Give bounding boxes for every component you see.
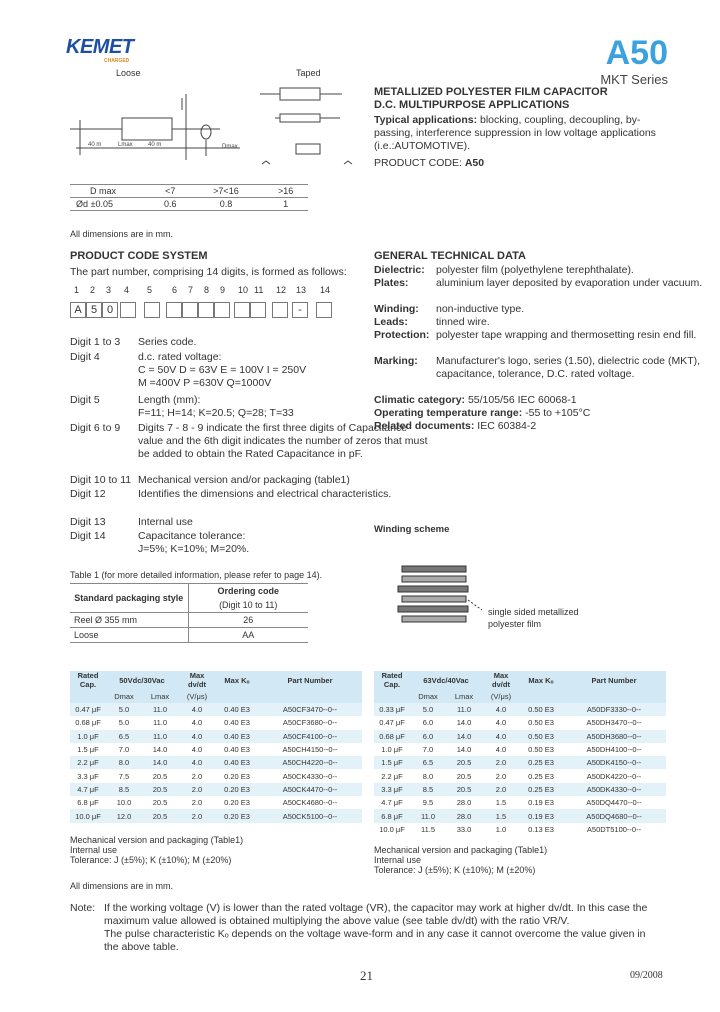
table-cell: 0.40 E3: [216, 756, 258, 769]
table-cell: 2.0: [178, 809, 216, 822]
winding-heading: Winding scheme: [374, 524, 450, 535]
table-cell: A50DK4150--0--: [562, 756, 666, 769]
table-cell: 1.5: [482, 809, 520, 822]
digit-number: 6: [172, 285, 178, 295]
loose-label: Loose: [116, 68, 141, 78]
table-cell: 3.3 μF: [374, 783, 410, 796]
table1-cell: Loose: [70, 628, 188, 643]
table-cell: 11.0: [152, 718, 168, 728]
table-cell: 0.20 E3: [224, 771, 250, 781]
table-cell: 0.25 E3: [520, 783, 562, 796]
table-cell: 8.0: [422, 771, 434, 781]
brand-tagline: CHARGED: [104, 58, 130, 64]
table-cell: 2.0: [178, 783, 216, 796]
table-cell: 2.2 μF: [70, 756, 106, 769]
note-label: Note:: [70, 902, 96, 914]
code-box: [316, 302, 332, 318]
code-box: [250, 302, 266, 318]
note-line: The pulse characteristic Kₒ depends on the voltage wave-form and in any case it cannot overcome the value given in: [104, 928, 646, 940]
climatic: [374, 394, 577, 407]
table1-h1: Standard packaging style: [70, 584, 188, 613]
code-box: A: [70, 302, 86, 318]
pcs-value: d.c. rated voltage:: [138, 351, 222, 363]
table-row: [374, 809, 666, 822]
table-cell: 0.50 E3: [520, 730, 562, 743]
table-cell: 0.47 μF: [70, 703, 106, 716]
table-row: [374, 756, 666, 769]
table-cell: A50DQ4680--0--: [562, 809, 666, 822]
table-subheader-cell: (V/μs): [178, 689, 216, 703]
climatic-value: 55/105/56 IEC 60068-1: [465, 394, 577, 406]
table-subheader-cell: Lmax: [446, 689, 482, 703]
table-cell: 28.0: [456, 798, 472, 808]
table-cell: 0.19 E3: [520, 809, 562, 822]
table-row: [70, 703, 362, 716]
note-line: maximum value allowed is obtained multiplying the above value (see table dv/dt) with the ratio VR/V.: [104, 915, 570, 927]
table-cell: 4.7 μF: [381, 798, 403, 808]
table-row: [374, 783, 666, 796]
digit-number: 8: [204, 285, 210, 295]
code-box: 0: [102, 302, 118, 318]
table-header-cell: Max Kₒ: [216, 671, 258, 689]
pcs-value: C = 50V D = 63V E = 100V I = 250V: [138, 364, 307, 376]
table1-cell: Reel Ø 355 mm: [70, 613, 188, 628]
table-cell: 1.5: [495, 798, 507, 808]
pcs-value: Digits 7 - 8 - 9 indicate the first three digits of Capacitance value and the 6th digit indicates the number of zeros that must be added to obtain the Rated Capacitance in pF.: [138, 422, 428, 460]
dmax-cell: >16: [278, 186, 294, 196]
table-cell: A50CH4150--0--: [282, 745, 338, 755]
product-code: [374, 157, 484, 170]
table-cell: 2.0: [495, 771, 507, 781]
table-cell: 4.0: [495, 745, 507, 755]
table-cell: 9.5: [422, 798, 434, 808]
pcs-key: Digit 10 to 11: [70, 474, 132, 486]
digit-number: 2: [90, 285, 96, 295]
table-row: [374, 730, 666, 743]
pcs-key: Digit 14: [70, 530, 106, 542]
table-cell: 10.0 μF: [379, 824, 405, 834]
pcs-key: Digit 5: [70, 394, 100, 406]
table-cell: 7.0: [422, 745, 434, 755]
temperature: [374, 407, 590, 420]
table-row: [374, 796, 666, 809]
digit-number: 10: [238, 285, 249, 295]
table-header-cell: Rated Cap.: [374, 671, 410, 689]
table-cell: 6.0: [410, 730, 446, 743]
table-cell: 4.0: [191, 718, 203, 728]
table-row: [70, 769, 362, 782]
dmax-cell: 0.8: [219, 199, 233, 209]
code-box: [198, 302, 214, 318]
table-cell: A50DQ4470--0--: [586, 798, 642, 808]
table-cell: 4.0: [178, 703, 216, 716]
pcs-key: Digit 6 to 9: [70, 422, 121, 434]
applications-text: blocking, coupling, decoupling, by-passing, interference suppression in low voltage applications (i.e.:AUTOMOTIVE).: [374, 114, 656, 152]
table-cell: 0.13 E3: [528, 824, 554, 834]
pcs-value: Internal use: [138, 516, 193, 528]
pcs-key: Digit 1 to 3: [70, 336, 121, 348]
table-cell: 0.40 E3: [224, 718, 250, 728]
right-foot3: Tolerance: J (±5%); K (±10%); M (±20%): [374, 865, 536, 875]
table-cell: 0.20 E3: [216, 809, 258, 822]
pcs-value: Series code.: [138, 336, 197, 348]
table-cell: 14.0: [446, 730, 482, 743]
table-cell: A50DK4330--0--: [562, 783, 666, 796]
table-cell: 11.0: [446, 703, 482, 716]
table-cell: A50CK5100--0--: [258, 809, 362, 822]
table-cell: 11.5: [420, 824, 436, 834]
table-cell: 20.5: [446, 756, 482, 769]
product-code-value: A50: [464, 157, 485, 169]
table-cell: 6.8 μF: [77, 798, 99, 808]
digit-number: 4: [124, 285, 130, 295]
table-cell: 0.50 E3: [520, 703, 562, 716]
table-cell: A50CF3680--0--: [282, 718, 338, 728]
table-cell: 4.0: [178, 756, 216, 769]
table-cell: 11.0: [142, 703, 178, 716]
table-cell: 20.5: [456, 771, 472, 781]
dmax-cell: >7<16: [213, 186, 239, 196]
applications-label: Typical applications:: [374, 114, 478, 126]
pcs-value: Capacitance tolerance:: [138, 530, 246, 542]
table-cell: 1.5 μF: [374, 756, 410, 769]
taped-label: Taped: [296, 68, 321, 78]
table1-cell: AA: [242, 630, 255, 640]
right-ratings-table: [374, 671, 666, 836]
table-cell: A50CF3470--0--: [258, 703, 362, 716]
table-cell: 11.0: [142, 730, 178, 743]
digit-number: 3: [106, 285, 112, 295]
digit-number: 9: [220, 285, 226, 295]
table-subheader-cell: [70, 689, 106, 703]
table-cell: A50CK4470--0--: [258, 783, 362, 796]
table-cell: A50DK4220--0--: [586, 771, 642, 781]
general-value: polyester film (polyethylene terephthalate).: [436, 264, 634, 276]
table-subheader-cell: [520, 689, 562, 703]
table-cell: 14.0: [456, 718, 472, 728]
related-docs: [374, 420, 536, 433]
all-dims-note-2: All dimensions are in mm.: [70, 881, 174, 891]
general-key: Leads:: [374, 316, 408, 328]
table-header-cell: Max dv/dt: [178, 671, 216, 689]
table-cell: A50DH3680--0--: [562, 730, 666, 743]
table-row: [70, 743, 362, 756]
dmax-row: [70, 198, 308, 211]
table-cell: 0.47 μF: [379, 718, 405, 728]
table-cell: 5.0: [118, 718, 130, 728]
code-box: [120, 302, 136, 318]
applications: [374, 114, 674, 153]
table-subheader-row: [374, 689, 666, 703]
right-foot1: Mechanical version and packaging (Table1): [374, 845, 548, 855]
climatic-label: Climatic category:: [374, 394, 466, 406]
dim-lmax-label: Lmax: [118, 142, 133, 148]
table1-h2sub: (Digit 10 to 11): [219, 600, 278, 610]
pcs-value: Length (mm):: [138, 394, 201, 406]
code-box: 5: [86, 302, 102, 318]
left-foot2: Internal use: [70, 845, 118, 855]
footer-date: 09/2008: [630, 970, 663, 981]
table-cell: A50DH3470--0--: [586, 718, 642, 728]
digit-number: 1: [74, 285, 80, 295]
table-cell: 7.5: [118, 771, 130, 781]
table-cell: 2.2 μF: [381, 771, 403, 781]
table-cell: 20.5: [142, 783, 178, 796]
dmax-cell: 0.6: [164, 199, 177, 209]
table-row: [70, 809, 362, 822]
code-box: [144, 302, 160, 318]
table-cell: 6.5: [106, 730, 142, 743]
table-row: [70, 796, 362, 809]
table-cell: 20.5: [446, 783, 482, 796]
dmax-cell: <7: [165, 186, 176, 196]
page-number: 21: [360, 968, 373, 983]
dmax-table: [70, 184, 308, 211]
table-row: [374, 769, 666, 782]
table-cell: 0.25 E3: [520, 756, 562, 769]
general-value: Manufacturer's logo, series (1.50), dielectric code (MKT), capacitance, tolerance, D.C. rated voltage.: [436, 355, 701, 380]
digit-number: 7: [188, 285, 194, 295]
dim-b-label: 40 m: [148, 142, 162, 148]
table-row: [70, 730, 362, 743]
table-header-cell: Part Number: [258, 671, 362, 689]
table-subheader-cell: Dmax: [410, 689, 446, 703]
table-cell: 8.5: [106, 783, 142, 796]
digit-number: 11: [254, 285, 264, 295]
table-cell: A50CH4220--0--: [258, 756, 362, 769]
table-cell: 11.0: [410, 809, 446, 822]
table-header-cell: Part Number: [562, 671, 666, 689]
table-cell: 6.0: [422, 718, 434, 728]
pcs-heading: PRODUCT CODE SYSTEM: [70, 250, 208, 262]
pcs-key: Digit 4: [70, 351, 100, 363]
digit-number: 5: [147, 285, 153, 295]
code-box: [166, 302, 182, 318]
table-cell: 14.0: [456, 745, 472, 755]
left-foot1: Mechanical version and packaging (Table1): [70, 835, 244, 845]
note-body: [104, 902, 674, 954]
general-heading: GENERAL TECHNICAL DATA: [374, 250, 526, 262]
table-cell: 28.0: [446, 809, 482, 822]
table-cell: 0.40 E3: [224, 745, 250, 755]
table-row: [374, 716, 666, 729]
table-cell: 6.8 μF: [374, 809, 410, 822]
table-cell: 0.25 E3: [528, 771, 554, 781]
right-foot2: Internal use: [374, 855, 422, 865]
table-cell: A50DT5100--0--: [586, 824, 642, 834]
table1-h2: Ordering code: [217, 586, 279, 596]
note-line: the above table.: [104, 941, 179, 953]
general-key: Dielectric:: [374, 264, 425, 276]
code-box: [272, 302, 288, 318]
table-cell: 0.20 E3: [216, 783, 258, 796]
table-cell: 2.0: [482, 783, 520, 796]
table-row: [70, 783, 362, 796]
table-cell: 0.33 μF: [374, 703, 410, 716]
table-cell: 4.0: [495, 718, 507, 728]
general-key: Plates:: [374, 277, 409, 289]
table-subheader-cell: Lmax: [142, 689, 178, 703]
table-cell: A50CF4100--0--: [258, 730, 362, 743]
table-cell: 33.0: [456, 824, 472, 834]
table-header-row: [374, 671, 666, 689]
table-subheader-cell: [562, 689, 666, 703]
table-cell: 0.20 E3: [224, 798, 250, 808]
table-header-cell: Rated Cap.: [70, 671, 106, 689]
table-subheader-row: [70, 689, 362, 703]
pcs-value: F=11; H=14; K=20.5; Q=28; T=33: [138, 407, 294, 419]
table-header-cell: 63Vdc/40Vac: [410, 671, 482, 689]
table-header-row: [70, 671, 362, 689]
note-line: If the working voltage (V) is lower than the rated voltage (VR), the capacitor may work at higher dv/dt. In this case the: [104, 902, 648, 914]
table-cell: 12.0: [106, 809, 142, 822]
pcs-value: Mechanical version and/or packaging (table1): [138, 474, 350, 486]
table-cell: 1.0: [495, 824, 507, 834]
pcs-value: Identifies the dimensions and electrical characteristics.: [138, 488, 392, 500]
table-cell: 2.0: [191, 798, 203, 808]
table-header-cell: Max dv/dt: [482, 671, 520, 689]
table-header-cell: 50Vdc/30Vac: [106, 671, 178, 689]
dim-dmax-label: Dmax: [222, 144, 238, 150]
table-header-cell: Max Kₒ: [520, 671, 562, 689]
table-cell: 20.5: [152, 771, 168, 781]
table-cell: 0.19 E3: [528, 798, 554, 808]
pcs-key: Digit 13: [70, 516, 106, 528]
title-line2: D.C. MULTIPURPOSE APPLICATIONS: [374, 99, 570, 111]
table-cell: 8.5: [410, 783, 446, 796]
table-cell: A50DH4100--0--: [586, 745, 642, 755]
table-row: [374, 703, 666, 716]
winding-note1: single sided metallized: [488, 607, 579, 617]
temperature-value: -55 to +105°C: [522, 407, 591, 419]
table-cell: 0.50 E3: [528, 745, 554, 755]
general-value: non-inductive type.: [436, 303, 525, 315]
table-cell: 4.0: [191, 745, 203, 755]
table-subheader-cell: [258, 689, 362, 703]
dmax-cell: 1: [283, 199, 289, 209]
general-value: polyester tape wrapping and thermosetting resin end fill.: [436, 329, 697, 341]
dim-a-label: 40 m: [88, 142, 102, 148]
table-row: [70, 756, 362, 769]
table-cell: 5.0: [410, 703, 446, 716]
table-cell: 8.0: [106, 756, 142, 769]
left-foot3: Tolerance: J (±5%); K (±10%); M (±20%): [70, 855, 232, 865]
table-cell: 0.68 μF: [374, 730, 410, 743]
table-cell: 0.40 E3: [216, 703, 258, 716]
table-cell: 1.0 μF: [381, 745, 403, 755]
table-cell: 10.0 μF: [70, 809, 106, 822]
digit-number: 14: [320, 285, 331, 295]
table-cell: 2.0: [191, 771, 203, 781]
table-cell: 4.0: [482, 730, 520, 743]
kemet-logo: KEMET: [66, 36, 134, 58]
product-name: A50: [605, 34, 668, 72]
table-cell: 14.0: [152, 745, 168, 755]
dmax-row: [70, 185, 308, 198]
code-box: [214, 302, 230, 318]
table-cell: A50CK4330--0--: [282, 771, 338, 781]
table-cell: 5.0: [106, 703, 142, 716]
table-cell: 4.0: [482, 703, 520, 716]
general-key: Protection:: [374, 329, 430, 341]
winding-note2: polyester film: [488, 619, 542, 629]
pcs-intro: The part number, comprising 14 digits, is formed as follows:: [70, 266, 347, 278]
table-cell: 4.7 μF: [70, 783, 106, 796]
table-subheader-cell: (V/μs): [482, 689, 520, 703]
dmax-cell: Ød ±0.05: [76, 199, 113, 209]
code-box: -: [292, 302, 308, 318]
title-line1: METALLIZED POLYESTER FILM CAPACITOR: [374, 86, 608, 98]
dmax-cell: D max: [90, 186, 117, 196]
capacitor-drawing: [70, 80, 360, 172]
table-cell: 3.3 μF: [77, 771, 99, 781]
all-dims-note: All dimensions are in mm.: [70, 229, 174, 239]
table-subheader-cell: [216, 689, 258, 703]
table-cell: A50DF3330--0--: [562, 703, 666, 716]
table-row: [70, 716, 362, 729]
general-key: Marking:: [374, 355, 418, 367]
digit-number: 12: [276, 285, 287, 295]
general-key: Winding:: [374, 303, 419, 315]
pcs-value: J=5%; K=10%; M=20%.: [138, 543, 250, 555]
code-box: [182, 302, 198, 318]
code-box: [234, 302, 250, 318]
product-code-label: PRODUCT CODE:: [374, 157, 465, 169]
related-label: Related documents:: [374, 420, 475, 432]
table-row: [374, 823, 666, 836]
table-cell: 1.0 μF: [70, 730, 106, 743]
table-cell: 1.5 μF: [77, 745, 99, 755]
table-cell: 14.0: [142, 756, 178, 769]
table1-caption: Table 1 (for more detailed information, please refer to page 14).: [70, 570, 323, 580]
table-cell: 7.0: [118, 745, 130, 755]
general-value: tinned wire.: [436, 316, 490, 328]
digit-numbers: [70, 285, 340, 295]
table-cell: 2.0: [482, 756, 520, 769]
table-row: [374, 743, 666, 756]
table-cell: 20.5: [142, 809, 178, 822]
left-ratings-table: [70, 671, 362, 823]
table-cell: 0.40 E3: [216, 730, 258, 743]
table-cell: 20.5: [152, 798, 168, 808]
table-cell: 10.0: [116, 798, 132, 808]
temperature-label: Operating temperature range:: [374, 407, 523, 419]
general-value: aluminium layer deposited by evaporation under vacuum.: [436, 277, 703, 289]
table-subheader-cell: Dmax: [106, 689, 142, 703]
table-cell: A50CK4680--0--: [282, 798, 338, 808]
table-cell: 0.50 E3: [528, 718, 554, 728]
table-cell: 4.0: [178, 730, 216, 743]
table-cell: 0.68 μF: [75, 718, 101, 728]
table1-cell: 26: [243, 615, 254, 625]
series-label: MKT Series: [600, 72, 668, 87]
table1: [70, 583, 308, 643]
table-cell: 6.5: [410, 756, 446, 769]
pcs-key: Digit 12: [70, 488, 106, 500]
pcs-value: M =400V P =630V Q=1000V: [138, 377, 272, 389]
related-value: IEC 60384-2: [474, 420, 537, 432]
digit-number: 13: [296, 285, 307, 295]
table-subheader-cell: [374, 689, 410, 703]
